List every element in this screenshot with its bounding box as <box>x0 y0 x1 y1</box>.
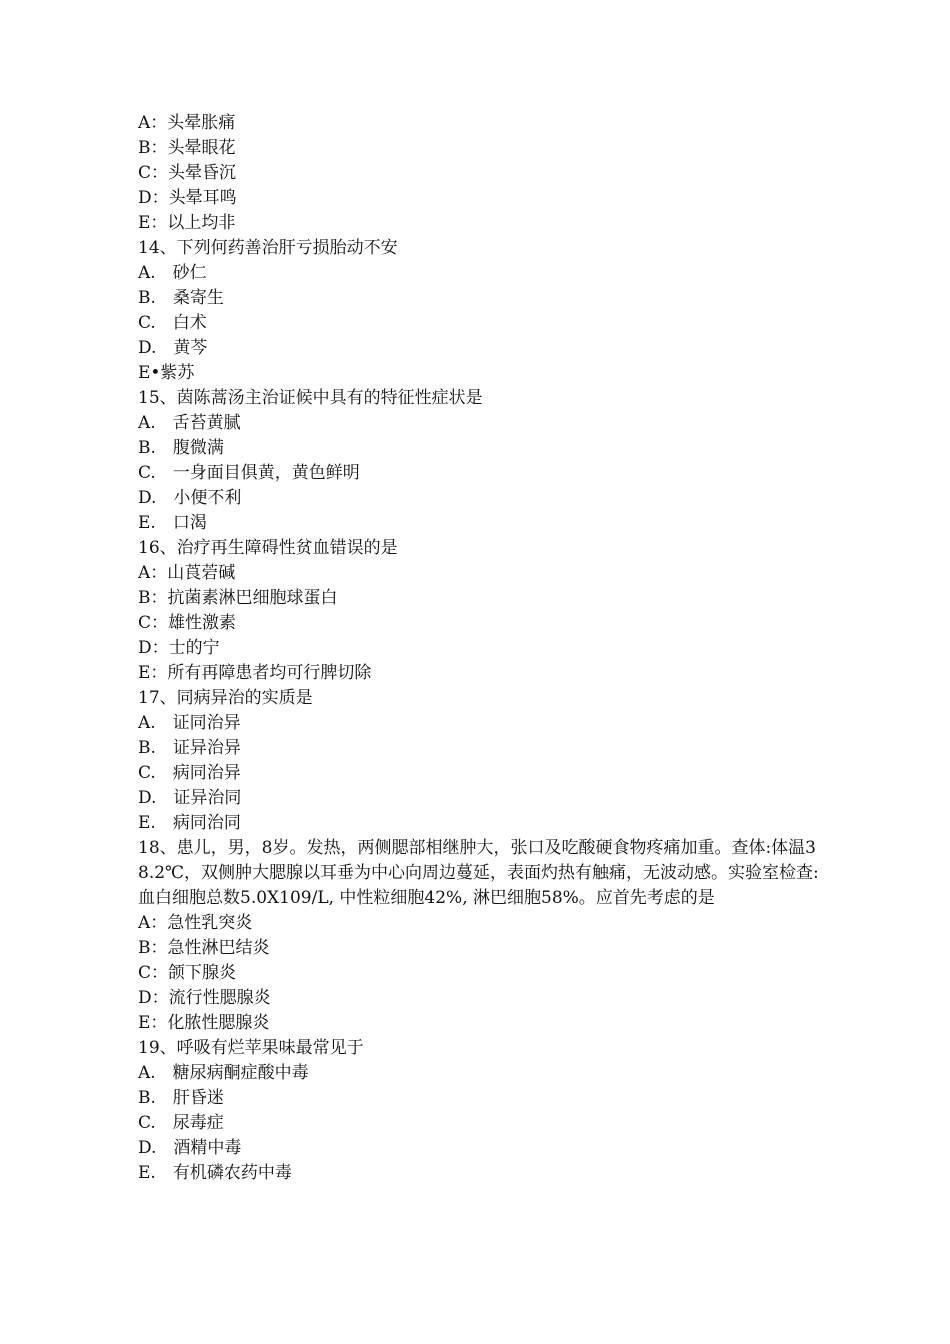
option-17-c: C. 病同治异 <box>138 763 241 783</box>
option-19-e: E. 有机磷农药中毒 <box>138 1163 292 1183</box>
option-13-c: C：头晕昏沉 <box>138 163 237 183</box>
option-13-b: B：头晕眼花 <box>138 138 236 158</box>
question-16: 16、治疗再生障碍性贫血错误的是 <box>138 538 398 558</box>
option-16-a: A：山莨菪碱 <box>138 563 236 583</box>
question-19: 19、呼吸有烂苹果味最常见于 <box>138 1038 364 1058</box>
option-14-e: E•紫苏 <box>138 363 195 383</box>
option-18-a: A：急性乳突炎 <box>138 913 253 933</box>
question-17: 17、同病异治的实质是 <box>138 688 313 708</box>
option-16-c: C：雄性激素 <box>138 613 237 633</box>
option-15-e: E. 口渴 <box>138 513 207 533</box>
option-19-d: D. 酒精中毒 <box>138 1138 242 1158</box>
option-15-a: A. 舌苔黄腻 <box>138 413 241 433</box>
option-18-b: B：急性淋巴结炎 <box>138 938 270 958</box>
option-19-a: A. 糖尿病酮症酸中毒 <box>138 1063 309 1083</box>
option-19-b: B. 肝昏迷 <box>138 1088 224 1108</box>
question-14: 14、下列何药善治肝亏损胎动不安 <box>138 238 398 258</box>
question-15: 15、茵陈蒿汤主治证候中具有的特征性症状是 <box>138 388 483 408</box>
option-14-a: A. 砂仁 <box>138 263 207 283</box>
option-15-d: D. 小便不利 <box>138 488 242 508</box>
option-16-e: E：所有再障患者均可行脾切除 <box>138 663 372 683</box>
option-17-a: A. 证同治异 <box>138 713 241 733</box>
option-13-d: D：头晕耳鸣 <box>138 188 237 208</box>
option-14-c: C. 白术 <box>138 313 207 333</box>
option-18-d: D：流行性腮腺炎 <box>138 988 271 1008</box>
option-13-a: A：头晕胀痛 <box>138 113 236 133</box>
question-18: 18、患儿，男，8岁。发热，两侧腮部相继肿大，张口及吃酸硬食物疼痛加重。查体:体温38.2℃，双侧肿大腮腺以耳垂为中心向周边蔓延，表面灼热有触痛，无波动感。实验室检查:血白细胞总数5.0X109/L, 中性粒细胞42%, 淋巴细胞58%。应首先考虑的是 <box>138 838 819 908</box>
option-16-b: B：抗菌素淋巴细胞球蛋白 <box>138 588 338 608</box>
option-13-e: E：以上均非 <box>138 213 236 233</box>
option-17-b: B. 证异治异 <box>138 738 241 758</box>
option-17-e: E. 病同治同 <box>138 813 241 833</box>
option-16-d: D：士的宁 <box>138 638 220 658</box>
option-17-d: D. 证异治同 <box>138 788 242 808</box>
option-15-c: C. 一身面目俱黄，黄色鲜明 <box>138 463 360 483</box>
option-19-c: C. 尿毒症 <box>138 1113 224 1133</box>
document-page <box>138 111 828 1186</box>
option-15-b: B. 腹微满 <box>138 438 224 458</box>
option-14-b: B. 桑寄生 <box>138 288 224 308</box>
option-18-e: E：化脓性腮腺炎 <box>138 1013 270 1033</box>
option-18-c: C：颌下腺炎 <box>138 963 237 983</box>
option-14-d: D. 黄芩 <box>138 338 208 358</box>
